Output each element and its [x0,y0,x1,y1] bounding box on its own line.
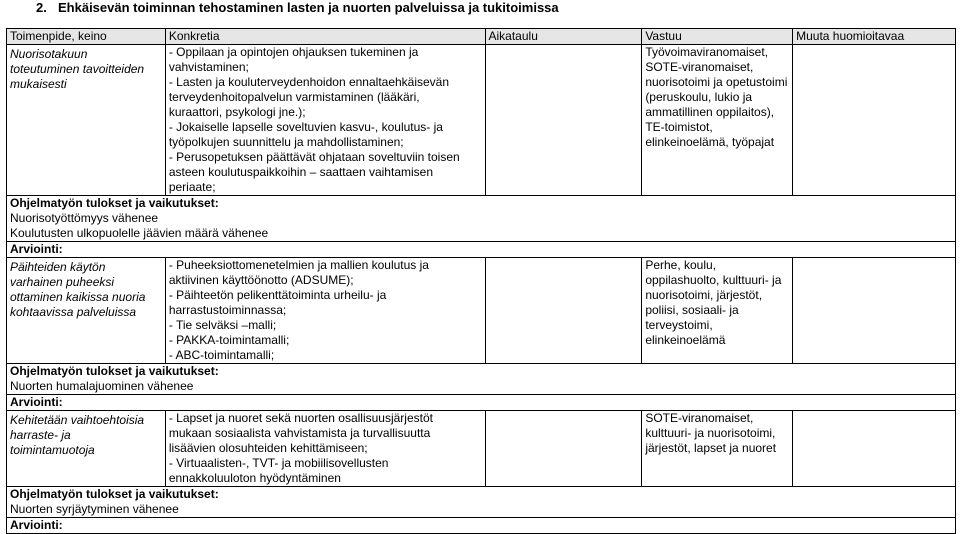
actions-cell [165,411,485,487]
text-line: kohtaavissa palveluissa [10,305,137,319]
responsible-cell [642,258,793,364]
table-header-row [7,29,956,45]
text-line: varhainen puheeksi [10,275,115,289]
text-line: - PAKKA-toimintamalli; [168,333,290,347]
table-row [7,258,956,364]
results-label: Ohjelmatyön tulokset ja vaikutukset: [10,487,219,501]
text-line: nuorisotoimi, järjestöt, [645,288,763,302]
responsible-cell [642,411,793,487]
text-line: - Lapset ja nuoret sekä nuorten osallisuusjärjestöt [168,411,433,425]
text-line: periaate; [168,180,216,194]
text-line: Kehitetään vaihtoehtoisia [10,413,145,427]
text-line: toimintamuotoja [10,443,95,457]
section-title: Ehkäisevän toiminnan tehostaminen lasten ja nuorten palveluissa ja tukitoimissa [58,0,559,15]
responsible-cell [642,45,793,196]
table-row [7,45,956,196]
results-row [7,196,956,242]
text-line: - Virtuaalisten-, TVT- ja mobiilisovellusten [168,456,389,470]
evaluation-label: Arviointi: [7,242,956,258]
text-line: aktiivinen käyttöönotto (ADSUME); [168,273,354,287]
text-line: elinkeinoelämä, työpajat [645,135,775,149]
text-line: vahvistaminen; [168,60,249,74]
table-row [7,411,956,487]
text-line: Nuorisotyöttömyys vähenee [10,211,159,225]
text-line: - Perusopetuksen päättävät ohjataan soveltuviin toisen [168,150,460,164]
text-line: kulttuuri- ja nuorisotoimi, [645,426,776,440]
text-line: mukaisesti [10,77,67,91]
text-line: työpolkujen suunnittelu ja mahdollistaminen; [168,135,404,149]
text-line: - Oppilaan ja opintojen ohjauksen tukeminen ja [168,45,419,59]
text-line: poliisi, sosiaali- ja [645,303,739,317]
text-line: Perhe, koulu, [645,258,717,272]
notes-cell [793,258,956,364]
text-line: mukaan sosiaalista vahvistamista ja turvallisuutta [168,426,431,440]
column-header: Muuta huomioitavaa [793,29,956,45]
text-line: lisäävien olosuhteiden kehittämiseen; [168,441,368,455]
notes-cell [793,45,956,196]
text-line: - Lasten ja kouluterveydenhoidon ennaltaehkäisevän [168,75,450,89]
goal-cell [7,45,166,196]
text-line: ottaminen kaikissa nuoria [10,290,146,304]
evaluation-label: Arviointi: [7,395,956,411]
text-line: Koulutusten ulkopuolelle jäävien määrä vähenee [10,226,269,240]
results-label: Ohjelmatyön tulokset ja vaikutukset: [10,196,219,210]
section-number: 2. [36,0,47,15]
text-line: ammatillinen oppilaitos), [645,105,775,119]
goal-cell [7,411,166,487]
text-line: - Tie selväksi –malli; [168,318,277,332]
column-header: Toimenpide, keino [7,29,166,45]
text-line: elinkeinoelämä [645,333,726,347]
column-header: Aikataulu [485,29,642,45]
text-line: (peruskoulu, lukio ja [645,90,753,104]
text-line: - ABC-toimintamalli; [168,348,275,362]
text-line: Nuorten humalajuominen vähenee [10,379,194,393]
text-line: - Päihteetön pelikenttätoiminta urheilu- ja [168,288,387,302]
text-line: asteen koulutuspaikkoihin – saattaen vaihtamisen [168,165,433,179]
evaluation-label: Arviointi: [7,518,956,534]
results-label: Ohjelmatyön tulokset ja vaikutukset: [10,364,219,378]
text-line: kuraattori, psykologi jne.); [168,105,306,119]
text-line: terveydenhoitopalvelun varmistaminen (lääkäri, [168,90,420,104]
text-line: toteutuminen tavoitteiden [10,62,145,76]
text-line: terveystoimi, [645,318,713,332]
text-line: SOTE-viranomaiset, [645,60,754,74]
text-line: oppilashuolto, kulttuuri- ja [645,273,782,287]
goal-cell [7,258,166,364]
action-plan-table [6,28,956,534]
text-line: Työvoimaviranomaiset, [645,45,769,59]
column-header: Konkretia [165,29,485,45]
schedule-cell [485,45,642,196]
results-cell [7,364,956,395]
results-cell [7,487,956,518]
schedule-cell [485,411,642,487]
evaluation-row [7,518,956,534]
text-line: ennakkoluuloton hyödyntäminen [168,471,341,485]
text-line: SOTE-viranomaiset, [645,411,754,425]
results-row [7,487,956,518]
results-row [7,364,956,395]
schedule-cell [485,258,642,364]
text-line: TE-toimistot, [645,120,713,134]
results-cell [7,196,956,242]
notes-cell [793,411,956,487]
text-line: harrastustoiminnassa; [168,303,287,317]
text-line: Nuorisotakuun [10,47,88,61]
text-line: Nuorten syrjäytyminen vähenee [10,502,179,516]
text-line: - Jokaiselle lapselle soveltuvien kasvu-, koulutus- ja [168,120,443,134]
column-header: Vastuu [642,29,793,45]
text-line: järjestöt, lapset ja nuoret [645,441,777,455]
actions-cell [165,45,485,196]
evaluation-row [7,242,956,258]
actions-cell [165,258,485,364]
text-line: nuorisotoimi ja opetustoimi [645,75,788,89]
text-line: - Puheeksiottomenetelmien ja mallien koulutus ja [168,258,429,272]
evaluation-row [7,395,956,411]
text-line: Päihteiden käytön [10,260,106,274]
text-line: harraste- ja [10,428,71,442]
